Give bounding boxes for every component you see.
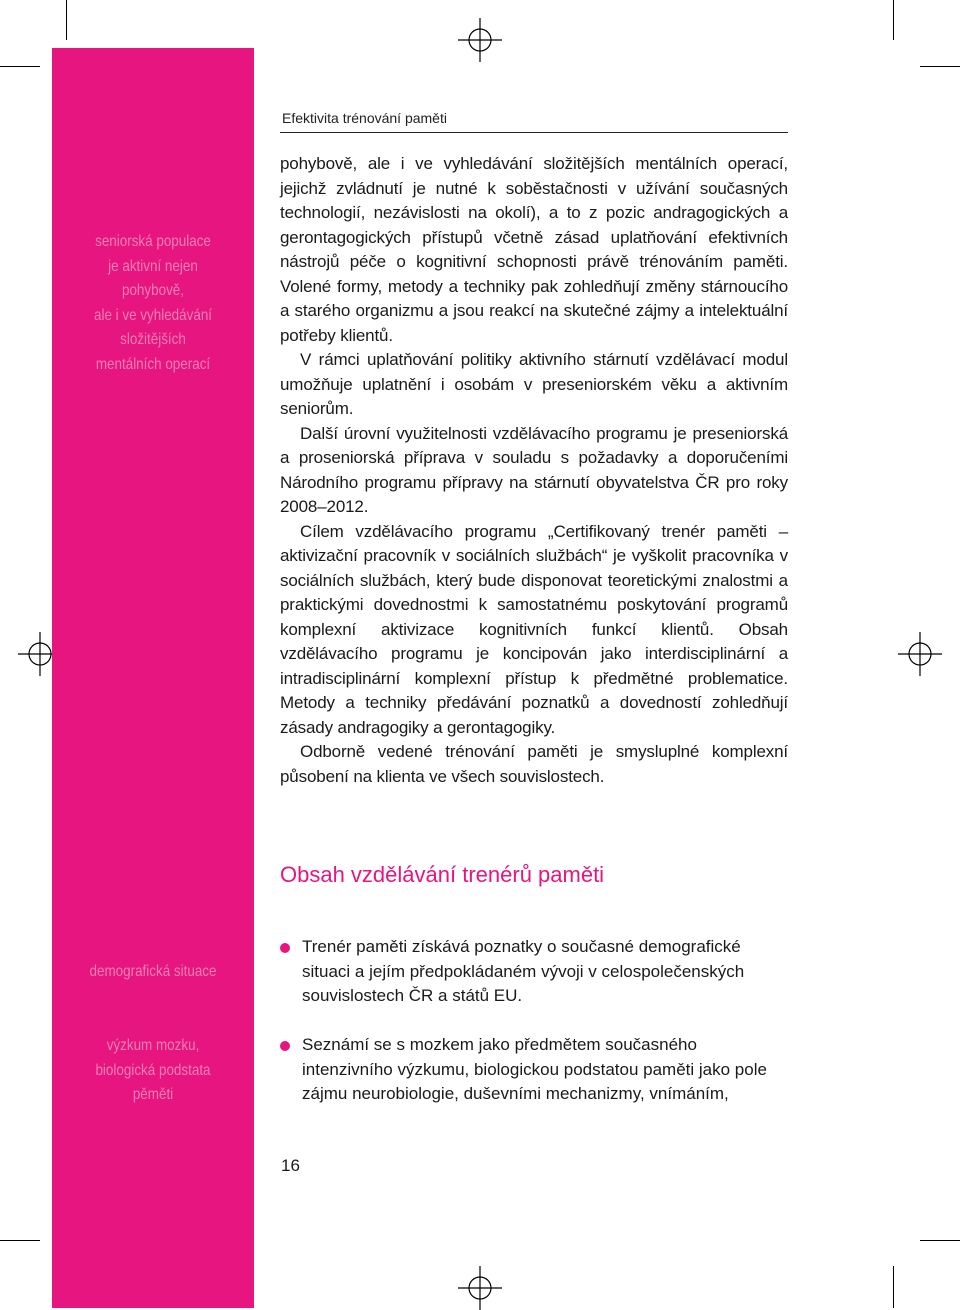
running-header: Efektivita trénování paměti	[282, 110, 447, 126]
margin-note-line: výzkum mozku,	[106, 1037, 200, 1054]
margin-note-line: ale i ve vyhledávání	[93, 306, 213, 324]
margin-note-line: je aktivní nejen	[108, 257, 198, 275]
margin-note-line: pěměti	[132, 1086, 174, 1103]
crop-mark	[893, 0, 894, 40]
registration-mark-icon	[898, 632, 942, 676]
registration-mark-icon	[458, 18, 502, 62]
margin-note-line: seniorská populace	[95, 233, 211, 250]
page-number: 16	[281, 1156, 300, 1175]
margin-note-line: pohybově,	[121, 282, 185, 299]
margin-note-line: složitějších	[120, 331, 186, 348]
bullet-item	[280, 1033, 792, 1107]
crop-mark	[0, 66, 40, 67]
bullet-list	[280, 935, 792, 1009]
crop-mark	[66, 0, 67, 40]
margin-note-demography	[68, 960, 238, 985]
header-rule	[280, 132, 788, 133]
margin-note-line: biologická podstata	[95, 1061, 211, 1079]
paragraph: pohybově, ale i ve vyhledávání složitějších mentálních operací, jejichž zvládnutí je nutné k soběstačnosti v užívání současných technologií, nezávislosti na okolí), a to z pozic andragogických a gerontagogických přístupů včetně zásad uplatňování efektivních nástrojů péče o kognitivní schopnosti právě trénováním paměti. Volené formy, metody a techniky pak zohledňují změny stárnoucího a starého organizmu a jsou reakcí na skutečné zájmy a intelektuální potřeby klientů.	[280, 154, 788, 345]
bullet-text: Seznámí se s mozkem jako předmětem současného intenzivního výzkumu, biologickou podstatou paměti jako pole zájmu neurobiologie, duševními mechanizmy, vnímáním,	[302, 1035, 767, 1103]
crop-mark	[0, 1240, 40, 1241]
paragraph: Další úrovní využitelnosti vzdělávacího programu je preseniorská a proseniorská příprava v souladu s požadavky a doporučeními Národního programu přípravy na stárnutí obyvatelstva ČR pro roky 2008–2012.	[280, 423, 788, 516]
paragraph: V rámci uplatňování politiky aktivního stárnutí vzdělávací modul umožňuje uplatnění i osobám v preseniorském věku a aktivním seniorům.	[280, 350, 788, 418]
margin-note-line: mentálních operací	[95, 355, 211, 373]
margin-note-population	[68, 230, 238, 377]
registration-mark-icon	[458, 1266, 502, 1310]
bullet-list	[280, 1033, 792, 1107]
bullet-item	[280, 935, 792, 1009]
crop-mark	[893, 1266, 894, 1308]
paragraph: Odborně vedené trénování paměti je smysluplné komplexní působení na klienta ve všech souvislostech.	[280, 742, 788, 786]
bullet-text: Trenér paměti získává poznatky o současné demografické situaci a jejím předpokládaném vývoji v celospolečenských souvislostech ČR a států EU.	[302, 937, 745, 1005]
margin-note-line: demografická situace	[89, 963, 217, 980]
bullet-dot-icon	[280, 943, 290, 953]
crop-mark	[920, 66, 960, 67]
paragraph: Cílem vzdělávacího programu „Certifikovaný trenér paměti – aktivizační pracovník v sociálních službách“ je vyškolit pracovníka v sociálních službách, který bude disponovat teoretickými znalostmi a praktickými dovednostmi k samostatnému poskytování programů komplexní aktivizace kognitivních funkcí klientů. Obsah vzdělávacího programu je koncipován jako interdisciplinární a intradisciplinární komplexní přístup k předmětné problematice. Metody a techniky předávání poznatků a dovedností zohledňují zásady andragogiky a gerontagogiky.	[280, 521, 788, 737]
body-text	[280, 152, 788, 789]
margin-note-brain-research	[68, 1034, 238, 1108]
section-title: Obsah vzdělávání trenérů paměti	[280, 862, 605, 887]
crop-mark	[920, 1240, 960, 1241]
bullet-dot-icon	[280, 1041, 290, 1051]
